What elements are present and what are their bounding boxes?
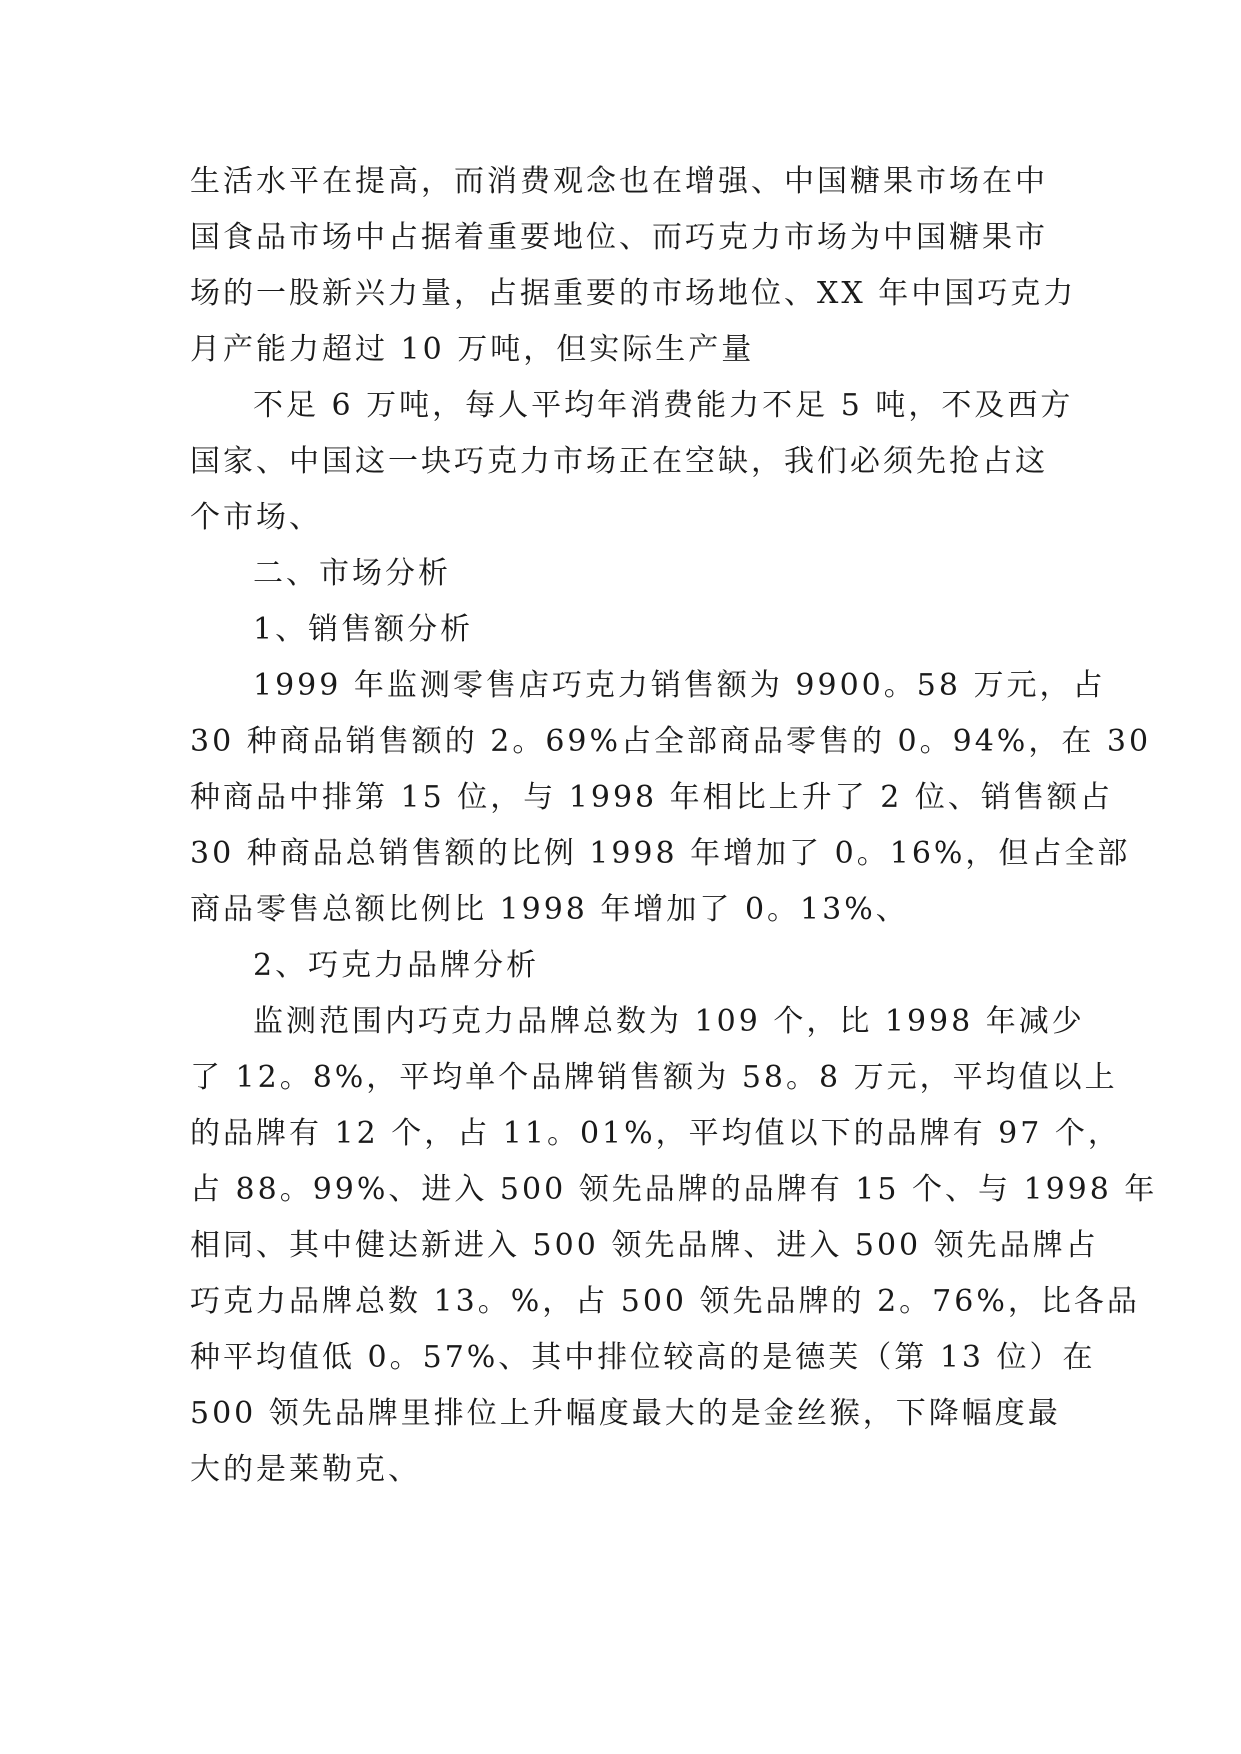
body-text-line: 国家、中国这一块巧克力市场正在空缺，我们必须先抢占这 xyxy=(190,444,1048,479)
body-text-line: 30 种商品总销售额的比例 1998 年增加了 0。16%，但占全部 xyxy=(190,836,1131,871)
body-text-line: 500 领先品牌里排位上升幅度最大的是金丝猴，下降幅度最 xyxy=(190,1396,1061,1431)
body-text-line: 占 88。99%、进入 500 领先品牌的品牌有 15 个、与 1998 年 xyxy=(190,1172,1158,1207)
body-text-line: 月产能力超过 10 万吨，但实际生产量 xyxy=(190,332,755,367)
body-text-line: 场的一股新兴力量，占据重要的市场地位、XX 年中国巧克力 xyxy=(190,276,1077,311)
body-text-line: 1999 年监测零售店巧克力销售额为 9900。58 万元，占 xyxy=(253,668,1106,703)
section-heading: 二、市场分析 xyxy=(253,556,451,591)
body-text-line: 种平均值低 0。57%、其中排位较高的是德芙（第 13 位）在 xyxy=(190,1340,1096,1375)
body-text-line: 相同、其中健达新进入 500 领先品牌、进入 500 领先品牌占 xyxy=(190,1228,1099,1263)
body-text-line: 国食品市场中占据着重要地位、而巧克力市场为中国糖果市 xyxy=(190,220,1048,255)
subsection-heading: 2、巧克力品牌分析 xyxy=(253,948,540,983)
body-text-line: 的品牌有 12 个，占 11。01%，平均值以下的品牌有 97 个， xyxy=(190,1116,1121,1151)
body-text-line: 大的是莱勒克、 xyxy=(190,1452,421,1487)
body-text-line: 商品零售总额比例比 1998 年增加了 0。13%、 xyxy=(190,892,909,927)
subsection-heading: 1、销售额分析 xyxy=(253,612,474,647)
body-text-line: 了 12。8%，平均单个品牌销售额为 58。8 万元，平均值以上 xyxy=(190,1060,1118,1095)
body-text-line: 不足 6 万吨，每人平均年消费能力不足 5 吨，不及西方 xyxy=(253,388,1074,423)
body-text-line: 30 种商品销售额的 2。69%占全部商品零售的 0。94%，在 30 xyxy=(190,724,1152,759)
body-text-line: 监测范围内巧克力品牌总数为 109 个，比 1998 年减少 xyxy=(253,1004,1085,1039)
body-text-line: 巧克力品牌总数 13。%，占 500 领先品牌的 2。76%，比各品 xyxy=(190,1284,1140,1319)
body-text-line: 个市场、 xyxy=(190,500,322,535)
body-text-line: 种商品中排第 15 位，与 1998 年相比上升了 2 位、销售额占 xyxy=(190,780,1113,815)
body-text-line: 生活水平在提高，而消费观念也在增强、中国糖果市场在中 xyxy=(190,164,1048,199)
